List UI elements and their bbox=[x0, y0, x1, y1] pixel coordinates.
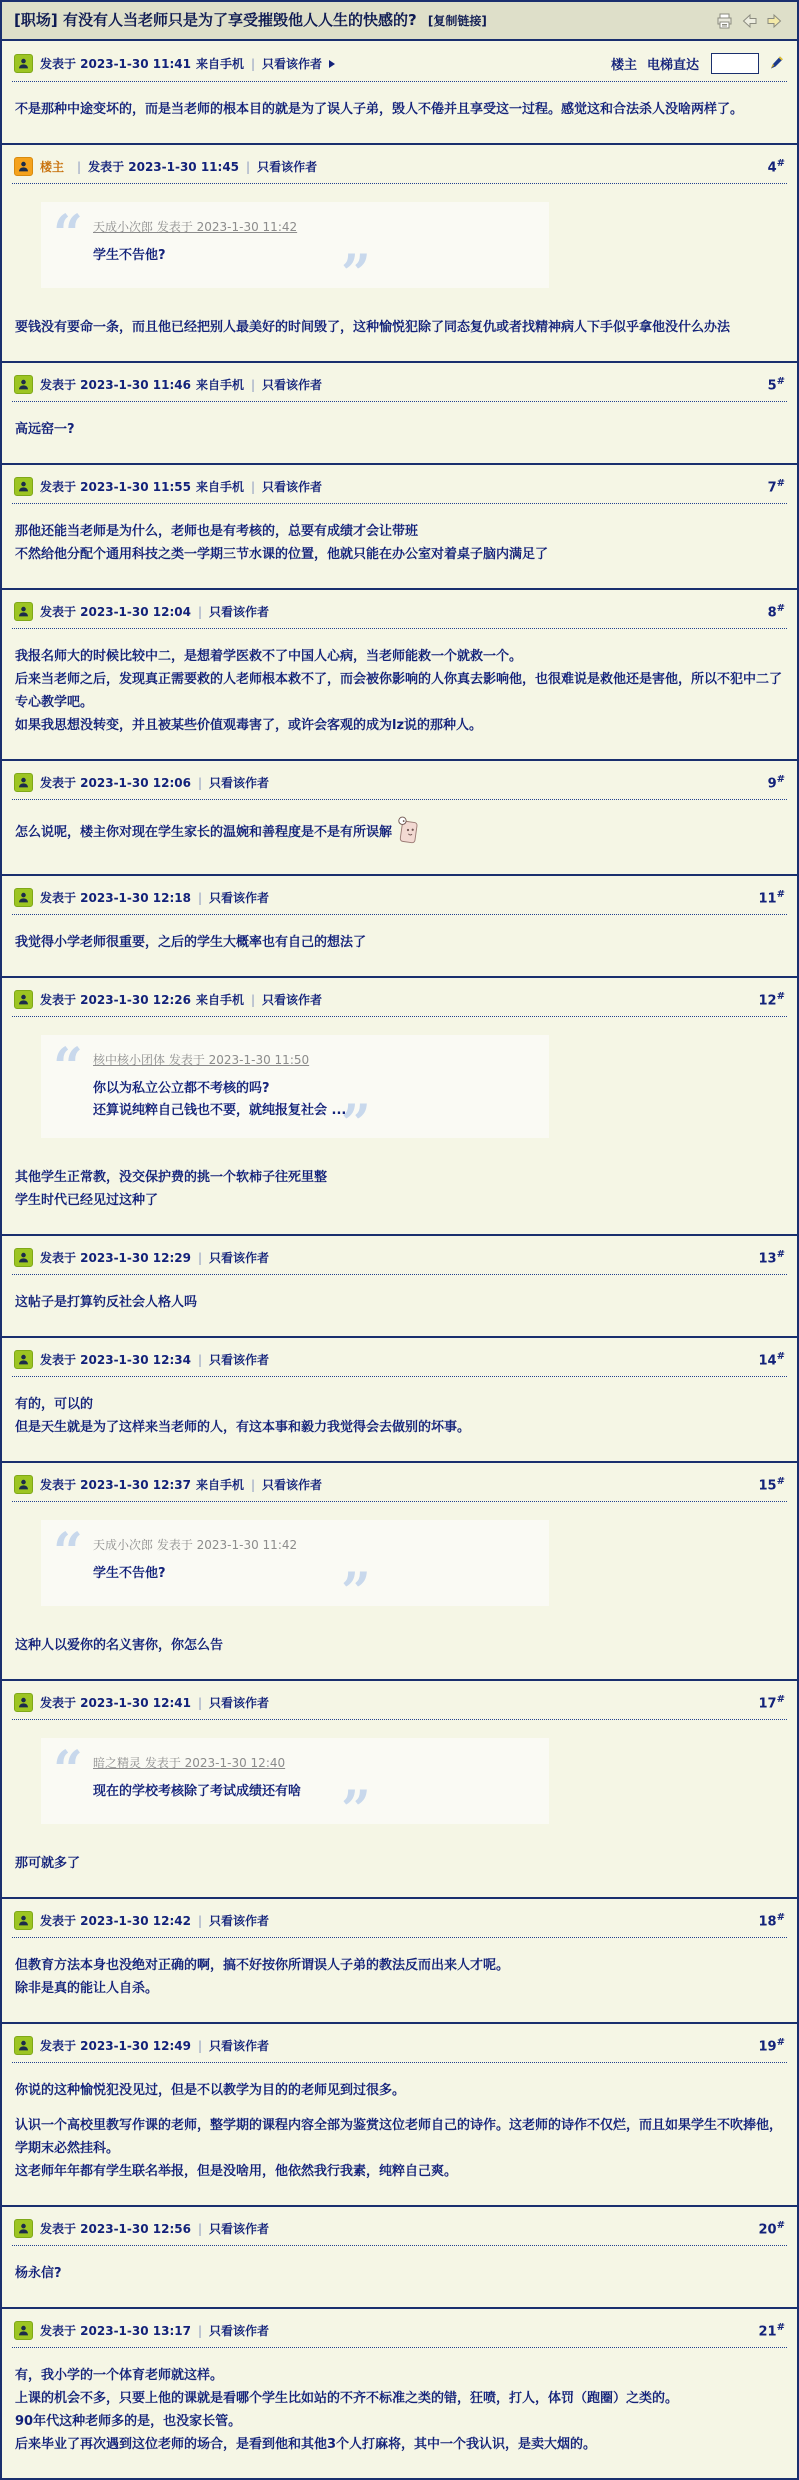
post-text-line: 这老师年年都有学生联名举报，但是没啥用，他依然我行我素，纯粹自己爽。 bbox=[15, 2164, 458, 2179]
post-text-line: 高远窑一? bbox=[15, 422, 75, 437]
post-text-line: 后来当老师之后，发现真正需要救的人老师根本救不了，而会被你影响的人你真去影响他，也很难说是救他还是害他，所以不犯中二了专心教学吧。 bbox=[15, 672, 783, 710]
post-text-line: 我觉得小学老师很重要，之后的学生大概率也有自己的想法了 bbox=[15, 935, 367, 950]
post-body bbox=[2, 629, 797, 759]
post bbox=[2, 363, 797, 465]
post-content bbox=[15, 1291, 785, 1314]
post-body bbox=[2, 82, 797, 143]
floor-number[interactable]: 4# bbox=[767, 157, 785, 176]
only-author-link[interactable]: 只看该作者 bbox=[209, 2039, 270, 2053]
from-mobile-label: 来自手机 bbox=[195, 1478, 244, 1492]
post-text-line: 杨永信? bbox=[15, 2266, 62, 2281]
post-text-line: 那可就多了 bbox=[15, 1856, 81, 1871]
quote-author-link[interactable]: 天成小次郎 发表于 2023-1-30 11:42 bbox=[93, 1538, 298, 1552]
post-content bbox=[15, 2079, 785, 2183]
close-quote-icon: ” bbox=[341, 244, 371, 305]
post-content bbox=[15, 1393, 785, 1439]
post-content bbox=[15, 1166, 785, 1212]
from-mobile-label: 来自手机 bbox=[195, 480, 244, 494]
from-mobile-label: 来自手机 bbox=[195, 57, 244, 71]
post-header bbox=[2, 41, 797, 81]
floor-number[interactable]: 7# bbox=[767, 477, 785, 496]
close-quote-icon: ” bbox=[341, 1094, 371, 1155]
close-quote-icon: ” bbox=[341, 1780, 371, 1841]
post-text-line: 学生时代已经见过这种了 bbox=[15, 1193, 159, 1208]
post-text-line: 你说的这种愉悦犯没见过，但是不以教学为目的的老师见到过很多。 bbox=[15, 2083, 406, 2098]
post bbox=[2, 41, 797, 145]
post bbox=[2, 1338, 797, 1463]
post-body bbox=[2, 402, 797, 463]
post-time: 发表于 2023-1-30 11:45 bbox=[88, 160, 240, 174]
separator: | bbox=[197, 2221, 203, 2236]
post-content bbox=[15, 98, 785, 121]
quote-line: 学生不告他? bbox=[93, 1566, 166, 1581]
post-body bbox=[2, 2063, 797, 2205]
separator: | bbox=[250, 992, 256, 1007]
post bbox=[2, 1236, 797, 1338]
post-content bbox=[15, 2364, 785, 2456]
separator: | bbox=[197, 604, 203, 619]
post-content bbox=[15, 1634, 785, 1657]
separator: | bbox=[250, 479, 256, 494]
thread-category: [职场] bbox=[14, 11, 58, 29]
user-avatar-icon[interactable] bbox=[14, 1693, 33, 1712]
separator: | bbox=[250, 56, 256, 71]
post-body bbox=[2, 1017, 797, 1234]
post-text-line: 后来毕业了再次遇到这位老师的场合，是看到他和其他3个人打麻将，其中一个我认识，是卖大烟的。 bbox=[15, 2437, 597, 2452]
user-avatar-icon[interactable] bbox=[14, 990, 33, 1009]
post-text-line: 要钱没有要命一条，而且他已经把别人最美好的时间毁了，这种愉悦犯除了同态复仇或者找精神病人下手似乎拿他没什么办法 bbox=[15, 320, 731, 335]
separator: | bbox=[77, 159, 82, 174]
quote-author-link[interactable]: 暗之精灵 发表于 2023-1-30 12:40 bbox=[93, 1756, 286, 1770]
post-header bbox=[2, 2024, 797, 2062]
quote-author-link[interactable]: 天成小次郎 发表于 2023-1-30 11:42 bbox=[93, 220, 298, 234]
post-time: 发表于 2023-1-30 12:42 bbox=[40, 1914, 191, 1928]
post-header bbox=[2, 1338, 797, 1376]
post bbox=[2, 1899, 797, 2024]
post-text-line: 有的，可以的 bbox=[15, 1397, 94, 1412]
post-time: 发表于 2023-1-30 12:18 bbox=[40, 891, 191, 905]
floor-number[interactable]: 19# bbox=[758, 2036, 785, 2055]
user-avatar-icon[interactable] bbox=[14, 2321, 33, 2340]
floor-number[interactable]: 9# bbox=[767, 773, 785, 792]
title-icons bbox=[716, 13, 787, 29]
only-author-link[interactable]: 只看该作者 bbox=[209, 605, 270, 619]
quote-block bbox=[41, 1035, 549, 1155]
quote-line: 现在的学校考核除了考试成绩还有啥 bbox=[93, 1784, 302, 1799]
separator: | bbox=[197, 2038, 203, 2053]
only-author-link[interactable]: 只看该作者 bbox=[209, 776, 270, 790]
open-quote-icon: “ bbox=[53, 1037, 83, 1098]
post-text-line bbox=[15, 2102, 785, 2114]
post-header bbox=[2, 761, 797, 799]
prev-thread-arrow-icon[interactable] bbox=[741, 13, 758, 29]
separator: | bbox=[197, 890, 203, 905]
quote-line: 你以为私立公立都不考核的吗? bbox=[93, 1081, 270, 1096]
user-avatar-icon[interactable] bbox=[14, 2036, 33, 2055]
post-time: 发表于 2023-1-30 12:49 bbox=[40, 2039, 191, 2053]
post-body bbox=[2, 1275, 797, 1336]
only-author-link[interactable]: 只看该作者 bbox=[262, 1478, 323, 1492]
separator: | bbox=[246, 159, 251, 174]
user-avatar-icon[interactable] bbox=[14, 1475, 33, 1494]
only-author-link[interactable]: 只看该作者 bbox=[257, 160, 318, 174]
separator: | bbox=[197, 2323, 203, 2338]
post-text-line: 那他还能当老师是为什么，老师也是有考核的，总要有成绩才会让带班 bbox=[15, 524, 419, 539]
only-author-link[interactable]: 只看该作者 bbox=[262, 57, 323, 71]
floor-number[interactable]: 21# bbox=[758, 2321, 785, 2340]
post-text-line: 认识一个高校里教写作课的老师，整学期的课程内容全部为鉴赏这位老师自己的诗作。这老师的诗作不仅烂，而且如果学生不吹捧他，学期末必然挂科。 bbox=[15, 2118, 783, 2156]
quote-content bbox=[93, 1078, 533, 1122]
post-body bbox=[2, 2348, 797, 2478]
post-text-line: 上课的机会不多，只要上他的课就是看哪个学生比如站的不齐不标准之类的错，狂喷，打人，体罚（跑圈）之类的。 bbox=[15, 2391, 679, 2406]
post-body bbox=[2, 1502, 797, 1679]
thread-title-text: 有没有人当老师只是为了享受摧毁他人人生的快感的? bbox=[62, 11, 417, 29]
post-body bbox=[2, 915, 797, 976]
post-time: 发表于 2023-1-30 12:37 bbox=[40, 1478, 191, 1492]
quote-content bbox=[93, 245, 533, 267]
post-header bbox=[2, 145, 797, 183]
quote-author-link[interactable]: 核中核小团体 发表于 2023-1-30 11:50 bbox=[93, 1053, 310, 1067]
close-quote-icon: ” bbox=[341, 1562, 371, 1623]
from-mobile-label: 来自手机 bbox=[195, 993, 244, 1007]
post-text-line: 不是那种中途变坏的，而是当老师的根本目的就是为了误人子弟，毁人不倦并且享受这一过程。感觉这和合法杀人没啥两样了。 bbox=[15, 102, 744, 117]
post-header bbox=[2, 590, 797, 628]
quote-line: 学生不告他? bbox=[93, 248, 166, 263]
post-content bbox=[15, 931, 785, 954]
post-text-line: 90年代这种老师多的是，也没家长管。 bbox=[15, 2414, 242, 2429]
post-body bbox=[2, 504, 797, 588]
separator: | bbox=[197, 1695, 203, 1710]
post bbox=[2, 1681, 797, 1899]
post bbox=[2, 1463, 797, 1681]
only-author-link[interactable]: 只看该作者 bbox=[262, 378, 323, 392]
only-author-link[interactable]: 只看该作者 bbox=[262, 993, 323, 1007]
user-avatar-icon[interactable] bbox=[14, 1350, 33, 1369]
floor-number[interactable]: 14# bbox=[758, 1350, 785, 1369]
post-time: 发表于 2023-1-30 12:34 bbox=[40, 1353, 191, 1367]
post bbox=[2, 2207, 797, 2309]
post-header bbox=[2, 1236, 797, 1274]
post-time: 发表于 2023-1-30 12:26 bbox=[40, 993, 191, 1007]
floor-number[interactable]: 11# bbox=[758, 888, 785, 907]
separator: | bbox=[197, 775, 203, 790]
post-time: 发表于 2023-1-30 12:41 bbox=[40, 1696, 191, 1710]
copy-link[interactable]: [复制链接] bbox=[427, 14, 487, 28]
post-time: 发表于 2023-1-30 11:41 bbox=[40, 57, 191, 71]
post-body bbox=[2, 1377, 797, 1461]
open-quote-icon: “ bbox=[53, 1522, 83, 1583]
post-time: 发表于 2023-1-30 11:55 bbox=[40, 480, 191, 494]
post-header bbox=[2, 2207, 797, 2245]
post-time: 发表于 2023-1-30 12:56 bbox=[40, 2222, 191, 2236]
post-header bbox=[2, 2309, 797, 2347]
print-icon[interactable] bbox=[716, 13, 733, 29]
separator: | bbox=[250, 377, 256, 392]
only-author-link[interactable]: 只看该作者 bbox=[209, 1251, 270, 1265]
post-text-line: 但是天生就是为了这样来当老师的人，有这本事和毅力我觉得会去做别的坏事。 bbox=[15, 1420, 471, 1435]
post-header bbox=[2, 978, 797, 1016]
post-text-line: 我报名师大的时候比较中二，是想着学医救不了中国人心病，当老师能救一个就救一个。 bbox=[15, 649, 523, 664]
user-avatar-icon[interactable] bbox=[14, 773, 33, 792]
post-time: 发表于 2023-1-30 12:04 bbox=[40, 605, 191, 619]
post bbox=[2, 978, 797, 1236]
separator: | bbox=[197, 1250, 203, 1265]
post-content bbox=[15, 645, 785, 737]
post bbox=[2, 465, 797, 590]
post-content bbox=[15, 2262, 785, 2285]
expand-arrow-icon[interactable] bbox=[329, 60, 335, 68]
thread-title-bar bbox=[2, 2, 797, 41]
user-avatar-icon[interactable] bbox=[14, 602, 33, 621]
open-quote-icon: “ bbox=[53, 1740, 83, 1801]
user-avatar-icon[interactable] bbox=[14, 2219, 33, 2238]
open-quote-icon: “ bbox=[53, 204, 83, 265]
quote-block bbox=[41, 1520, 549, 1623]
separator: | bbox=[250, 1477, 256, 1492]
quote-line: 还算说纯粹自己钱也不要，就纯报复社会 ... bbox=[93, 1103, 347, 1118]
post-header bbox=[2, 363, 797, 401]
quote-content bbox=[93, 1563, 533, 1585]
user-avatar-icon[interactable] bbox=[14, 888, 33, 907]
floor-number[interactable]: 13# bbox=[758, 1248, 785, 1267]
post-text-line: 这帖子是打算钓反社会人格人吗 bbox=[15, 1295, 198, 1310]
post-list bbox=[2, 41, 797, 2478]
separator: | bbox=[197, 1913, 203, 1928]
only-author-link[interactable]: 只看该作者 bbox=[209, 1914, 270, 1928]
separator: | bbox=[197, 1352, 203, 1367]
only-author-link[interactable]: 只看该作者 bbox=[209, 1696, 270, 1710]
post-header bbox=[2, 465, 797, 503]
floor-number[interactable]: 18# bbox=[758, 1911, 785, 1930]
post bbox=[2, 761, 797, 876]
post-text-line: 有，我小学的一个体育老师就这样。 bbox=[15, 2368, 224, 2383]
post-text-line: 不然给他分配个通用科技之类一学期三节水课的位置，他就只能在办公室对着桌子脑内满足了 bbox=[15, 547, 549, 562]
floor-number[interactable]: 15# bbox=[758, 1475, 785, 1494]
quote-block bbox=[41, 202, 549, 305]
post-content bbox=[15, 418, 785, 441]
next-thread-arrow-icon[interactable] bbox=[766, 13, 783, 29]
only-author-link[interactable]: 只看该作者 bbox=[209, 891, 270, 905]
user-avatar-icon[interactable] bbox=[14, 157, 33, 176]
user-avatar-icon[interactable] bbox=[14, 1911, 33, 1930]
post-header bbox=[2, 1681, 797, 1719]
elevator-label: 电梯直达 bbox=[646, 58, 699, 73]
post-content bbox=[15, 316, 785, 339]
post-text-line: 其他学生正常教，没交保护费的挑一个软柿子往死里整 bbox=[15, 1170, 328, 1185]
post-text-line: 但教育方法本身也没绝对正确的啊，搞不好按你所谓误人子弟的教法反而出来人才呢。 bbox=[15, 1958, 510, 1973]
user-avatar-icon[interactable] bbox=[14, 477, 33, 496]
op-indicator: 楼主 bbox=[610, 58, 637, 73]
post-time: 发表于 2023-1-30 11:46 bbox=[40, 378, 191, 392]
post-header bbox=[2, 876, 797, 914]
post bbox=[2, 2309, 797, 2478]
post bbox=[2, 2024, 797, 2207]
floor-number[interactable]: 12# bbox=[758, 990, 785, 1009]
user-avatar-icon[interactable] bbox=[14, 375, 33, 394]
post bbox=[2, 590, 797, 761]
post-time: 发表于 2023-1-30 12:06 bbox=[40, 776, 191, 790]
elevator-jump-input[interactable] bbox=[711, 53, 759, 74]
post-header bbox=[2, 1463, 797, 1501]
only-author-link[interactable]: 只看该作者 bbox=[209, 2324, 270, 2338]
post-text-line: 如果我思想没转变，并且被某些价值观毒害了，或许会客观的成为lz说的那种人。 bbox=[15, 718, 483, 733]
post-content bbox=[15, 520, 785, 566]
jump-pencil-icon[interactable] bbox=[769, 54, 785, 73]
user-avatar-icon[interactable] bbox=[14, 54, 33, 73]
post-text-line: 怎么说呢，楼主你对现在学生家长的温婉和善程度是不是有所误解 bbox=[15, 816, 785, 852]
op-badge: 楼主 bbox=[40, 160, 65, 174]
post-text-line: 这种人以爱你的名义害你，你怎么告 bbox=[15, 1638, 224, 1653]
post-content bbox=[15, 1954, 785, 2000]
post-content bbox=[15, 816, 785, 852]
from-mobile-label: 来自手机 bbox=[195, 378, 244, 392]
post-header bbox=[2, 1899, 797, 1937]
only-author-link[interactable]: 只看该作者 bbox=[209, 1353, 270, 1367]
post-body bbox=[2, 184, 797, 361]
post-body bbox=[2, 2246, 797, 2307]
post bbox=[2, 876, 797, 978]
post-content bbox=[15, 1852, 785, 1875]
peek-emoticon bbox=[396, 816, 420, 852]
post-body bbox=[2, 800, 797, 874]
post-body bbox=[2, 1720, 797, 1897]
floor-number[interactable]: 8# bbox=[767, 602, 785, 621]
quote-content bbox=[93, 1781, 533, 1803]
post-text-line: 除非是真的能让人自杀。 bbox=[15, 1981, 159, 1996]
user-avatar-icon[interactable] bbox=[14, 1248, 33, 1267]
only-author-link[interactable]: 只看该作者 bbox=[262, 480, 323, 494]
post bbox=[2, 145, 797, 363]
only-author-link[interactable]: 只看该作者 bbox=[209, 2222, 270, 2236]
post-body bbox=[2, 1938, 797, 2022]
post-time: 发表于 2023-1-30 12:29 bbox=[40, 1251, 191, 1265]
post-time: 发表于 2023-1-30 13:17 bbox=[40, 2324, 191, 2338]
quote-block bbox=[41, 1738, 549, 1841]
thread-title bbox=[14, 9, 716, 32]
floor-number[interactable]: 20# bbox=[758, 2219, 785, 2238]
elevator-bar bbox=[611, 53, 785, 74]
floor-number[interactable]: 17# bbox=[758, 1693, 785, 1712]
floor-number[interactable]: 5# bbox=[767, 375, 785, 394]
